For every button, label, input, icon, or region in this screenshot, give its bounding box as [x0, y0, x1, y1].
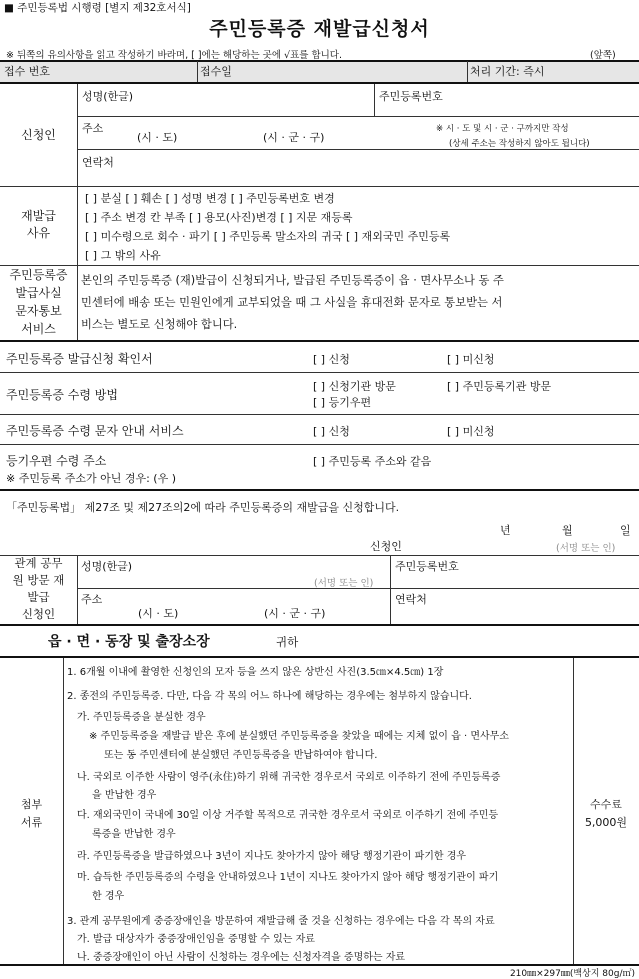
applicant-address-label: 주소: [82, 122, 104, 135]
applicant-sido: (시 · 도): [137, 131, 178, 144]
fee-label: 수수료: [590, 798, 622, 811]
attachment-line: 나. 중증장애인이 아닌 사람이 신청하는 경우에는 신청자격을 증명하는 자료: [77, 952, 406, 963]
processing-period: 처리 기간: 즉시: [470, 65, 545, 78]
official-label-line1: 관계 공무: [14, 556, 63, 570]
mail-address-label: 등기우편 수령 주소: [6, 454, 107, 468]
notify-text-line1: 본인의 주민등록증 (재)발급이 신청되거나, 발급된 주민등록증이 읍 · 면사무소나 동 주: [81, 274, 504, 287]
divider: [77, 187, 78, 265]
declaration-text: 「주민등록법」 제27조 및 제27조의2에 따라 주민등록증의 재발급을 신청합니다.: [6, 501, 400, 514]
method-label: 주민등록증 수령 방법: [6, 388, 118, 402]
attachments-label: [0, 796, 63, 832]
attachment-line: 또는 동 주민센터에 분실했던 주민등록증을 반납하여야 합니다.: [104, 750, 378, 761]
divider: [0, 444, 639, 445]
attachment-line: 을 반납한 경우: [92, 790, 157, 801]
fee-value: 5,000원: [584, 816, 628, 829]
reason-options-row4[interactable]: [ ] 그 밖의 사유: [85, 249, 161, 262]
notify-text-line2: 민센터에 배송 또는 민원인에게 교부되었을 때 그 사실을 휴대전화 문자로 통보받는 서: [81, 296, 503, 309]
applicant-name-label: 성명(한글): [82, 90, 134, 103]
attachment-line: 3. 관계 공무원에게 중증장애인을 방문하여 재발급해 줄 것을 신청하는 경우에는 다음 각 목의 자료: [67, 916, 495, 927]
official-address-label: 주소: [81, 593, 103, 606]
notify-label-line1: 주민등록증: [9, 268, 68, 282]
mail-same-checkbox[interactable]: [ ] 주민등록 주소와 같음: [313, 455, 432, 468]
attachment-line: 라. 주민등록증을 발급하였으나 3년이 지나도 찾아가지 않아 해당 행정기관이 파기한 경우: [77, 851, 467, 862]
recipient-name: 읍 · 면 · 동장 및 출장소장: [48, 634, 210, 650]
attachment-line: 1. 6개월 이내에 촬영한 신청인의 모자 등을 쓰지 않은 상반신 사진(3.5㎝×4.5㎝) 1장: [67, 667, 444, 678]
official-sido: (시 · 도): [138, 607, 179, 620]
divider: [390, 556, 391, 624]
official-section-label: [0, 555, 77, 623]
divider: [77, 266, 78, 340]
receipt-date-label: 접수일: [200, 65, 232, 78]
confirm-not-checkbox[interactable]: [ ] 미신청: [447, 353, 495, 366]
notify-label-line2: 발급사실: [15, 286, 62, 300]
attachment-line: 가. 발급 대상자가 중증장애인임을 증명할 수 있는 자료: [77, 934, 315, 945]
official-contact-label: 연락처: [395, 593, 427, 606]
attachment-line: 2. 종전의 주민등록증. 다만, 다음 각 목의 어느 하나에 해당하는 경우에는 첨부하지 않습니다.: [67, 691, 472, 702]
attachments-label-line2: 서류: [20, 816, 43, 829]
divider: [0, 489, 639, 491]
recipient-honorific: 귀하: [276, 635, 299, 649]
confirm-label: 주민등록증 발급신청 확인서: [6, 352, 153, 366]
divider: [0, 60, 639, 62]
notify-text-line3: 비스는 별도로 신청해야 합니다.: [81, 318, 238, 331]
divider: [0, 372, 639, 373]
method-registry-checkbox[interactable]: [ ] 주민등록기관 방문: [447, 380, 552, 393]
attachment-line: ※ 주민등록증을 재발급 받은 후에 분실했던 주민등록증을 찾았을 때에는 지체 없이 읍 · 면사무소: [89, 731, 509, 742]
reason-label-line1: 재발급: [21, 209, 56, 223]
page-title: 주민등록증 재발급신청서: [209, 18, 430, 40]
confirm-apply-checkbox[interactable]: [ ] 신청: [313, 353, 350, 366]
notify-label-line3: 문자통보: [15, 304, 62, 318]
declaration-applicant: 신청인: [370, 540, 402, 553]
divider: [0, 624, 639, 626]
divider: [374, 84, 375, 116]
reason-label-line2: 사유: [26, 226, 51, 240]
divider: [63, 658, 64, 964]
form-reference: ■ 주민등록법 시행령 [별지 제32호서식]: [4, 2, 191, 14]
attachment-line: 한 경우: [92, 891, 125, 902]
notify-section-label: [0, 266, 77, 338]
attachment-line: 마. 습득한 주민등록증의 수령을 안내하였으나 1년이 지나도 찾아가지 않아 해당 행정기관이 파기: [77, 872, 499, 883]
applicant-sigungu: (시 · 군 · 구): [263, 131, 325, 144]
divider: [0, 186, 639, 187]
divider: [0, 340, 639, 342]
attachment-line: 가. 주민등록증을 분실한 경우: [77, 712, 206, 723]
divider: [0, 656, 639, 658]
divider: [0, 414, 639, 415]
official-label-line2: 원 방문 재: [12, 573, 65, 587]
divider: [77, 116, 639, 117]
fee-box: [573, 796, 639, 832]
official-name-label: 성명(한글): [81, 560, 133, 573]
reason-options-row3[interactable]: [ ] 미수령으로 회수 · 파기 [ ] 주민등록 말소자의 귀국 [ ] 재외국민 주민등록: [85, 230, 451, 243]
paper-spec: 210㎜×297㎜(백상지 80g/㎡): [509, 969, 635, 979]
page-side-label: (앞쪽): [590, 50, 616, 61]
divider: [0, 265, 639, 266]
reason-options-row2[interactable]: [ ] 주소 변경 칸 부족 [ ] 용모(사진)변경 [ ] 지문 재등록: [85, 211, 353, 224]
divider: [0, 555, 639, 556]
divider: [77, 556, 78, 624]
method-office-checkbox[interactable]: [ ] 신청기관 방문: [313, 380, 396, 393]
address-note: ※ 시 · 도 및 시 · 군 · 구까지만 작성: [436, 124, 569, 134]
attachment-line: 다. 재외국민이 국내에 30일 이상 거주할 목적으로 귀국한 경우로서 국외로 이주하기 전에 주민등: [77, 810, 499, 821]
method-mail-checkbox[interactable]: [ ] 등기우편: [313, 396, 372, 409]
declaration-sign: (서명 또는 인): [556, 543, 616, 554]
sms-not-checkbox[interactable]: [ ] 미신청: [447, 425, 495, 438]
attachments-label-line1: 첨부: [20, 798, 43, 811]
divider: [77, 149, 639, 150]
reason-options-row1[interactable]: [ ] 분실 [ ] 훼손 [ ] 성명 변경 [ ] 주민등록번호 변경: [85, 192, 335, 205]
notify-label-line4: 서비스: [21, 322, 56, 336]
date-day: 일: [620, 524, 631, 537]
divider: [77, 84, 78, 187]
address-note-detail: (상세 주소는 작성하지 않아도 됩니다): [449, 139, 590, 149]
applicant-rrn-label: 주민등록번호: [379, 90, 443, 103]
official-label-line4: 신청인: [21, 607, 56, 621]
divider: [197, 61, 198, 82]
divider: [0, 82, 639, 84]
attachment-line: 록증을 반납한 경우: [92, 829, 176, 840]
date-month: 월: [562, 524, 573, 537]
reason-section-label: [0, 208, 77, 242]
sms-apply-checkbox[interactable]: [ ] 신청: [313, 425, 350, 438]
instruction-text: ※ 뒤쪽의 유의사항을 읽고 작성하기 바라며, [ ]에는 해당하는 곳에 √표를 합니다.: [6, 50, 342, 61]
official-label-line3: 발급: [27, 590, 50, 604]
mail-address-note: ※ 주민등록 주소가 아닌 경우: (우 ): [6, 472, 176, 485]
sms-label: 주민등록증 수령 문자 안내 서비스: [6, 424, 184, 438]
official-sigungu: (시 · 군 · 구): [264, 607, 326, 620]
divider: [77, 588, 639, 589]
receipt-number-label: 접수 번호: [4, 65, 51, 78]
date-year: 년: [500, 524, 511, 537]
attachment-line: 나. 국외로 이주한 사람이 영주(永住)하기 위해 귀국한 경우로서 국외로 이주하기 전에 주민등록증: [77, 772, 501, 783]
applicant-contact-label: 연락처: [82, 156, 114, 169]
official-rrn-label: 주민등록번호: [395, 560, 459, 573]
applicant-section-label: 신청인: [21, 128, 56, 142]
official-sign: (서명 또는 인): [314, 578, 374, 589]
divider: [467, 61, 468, 82]
